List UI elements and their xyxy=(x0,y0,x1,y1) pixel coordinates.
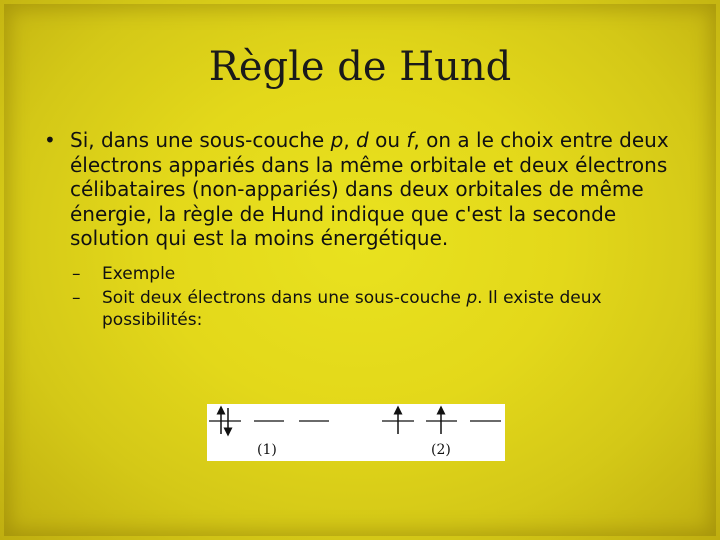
config-1-label: (1) xyxy=(257,442,277,458)
orbital-diagram-svg xyxy=(207,404,505,461)
bullet-text-2: , on a le choix entre deux électrons appariés dans la même orbitale et deux électrons célibataires (non-appariés) dans deux orbitales de même énergie, la règle de Hund indique que c'est la seconde solution qui est la moins énergétique. xyxy=(70,128,669,250)
bullet-ou: ou xyxy=(368,128,407,152)
sub-dash: – xyxy=(72,263,81,284)
sub-list xyxy=(44,263,694,331)
sub2-before: Soit deux électrons dans une sous-couche xyxy=(102,287,467,308)
sub-item-possibilities xyxy=(72,287,694,331)
config-2 xyxy=(382,410,501,458)
bullet-text-1: Si, dans une sous-couche xyxy=(70,128,331,152)
orbital-diagram xyxy=(207,404,505,461)
sub-item-exemple xyxy=(72,263,694,285)
sub2-p: p xyxy=(466,287,478,308)
sub2-after: . Il existe deux possibilités: xyxy=(102,287,602,330)
bullet-comma: , xyxy=(343,128,357,152)
sub-item-exemple-text: Exemple xyxy=(102,263,176,284)
bullet-f: f xyxy=(406,128,414,152)
slide-body xyxy=(44,128,694,333)
config-1 xyxy=(209,408,329,458)
main-bullet xyxy=(44,128,694,251)
bullet-dot: • xyxy=(44,128,56,152)
bullet-p: p xyxy=(330,128,344,152)
sub-dash: – xyxy=(72,287,81,308)
slide-title: Règle de Hund xyxy=(208,44,512,90)
bullet-d: d xyxy=(356,128,369,152)
config-2-label: (2) xyxy=(431,442,451,458)
